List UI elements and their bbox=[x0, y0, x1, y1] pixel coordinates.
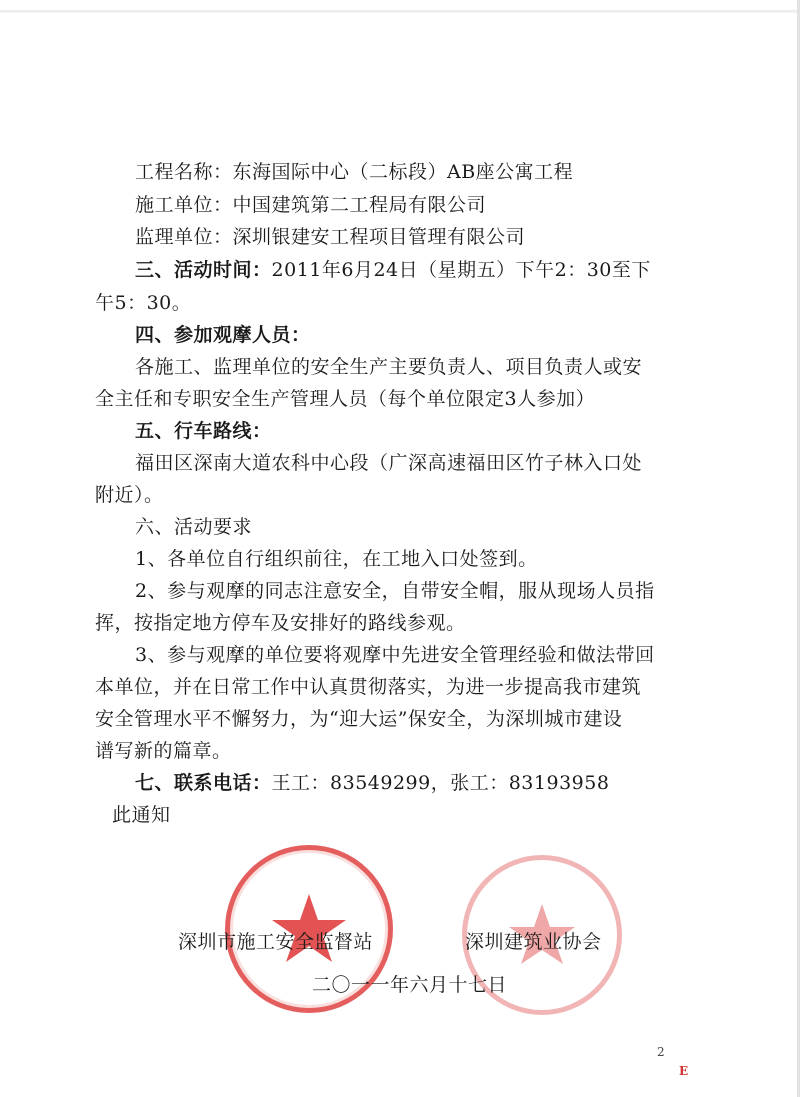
signature-right: 深圳建筑业协会 bbox=[465, 931, 602, 953]
participants-text-1: 各施工、监理单位的安全生产主要负责人、项目负责人或安 bbox=[135, 356, 643, 378]
participants-heading: 四、参加观摩人员： bbox=[135, 324, 311, 346]
activity-time-text: 2011年6月24日（星期五）下午2：30至下 bbox=[271, 259, 651, 281]
requirement-item-3-line-2: 本单位，并在日常工作中认真贯彻落实，为进一步提高我市建筑 bbox=[95, 676, 642, 698]
contact-text: 王工：83549299，张工：83193958 bbox=[271, 772, 610, 794]
requirement-item-3-line-4: 谱写新的篇章。 bbox=[95, 740, 232, 762]
requirement-item-2-line-1: 2、参与观摩的同志注意安全，自带安全帽，服从现场人员指 bbox=[135, 580, 655, 602]
page-number: 2 bbox=[657, 1045, 665, 1059]
requirement-item-1: 1、各单位自行组织前往，在工地入口处签到。 bbox=[135, 548, 538, 570]
supervision-unit-line: 监理单位：深圳银建安工程项目管理有限公司 bbox=[135, 226, 526, 248]
scan-border-top bbox=[0, 10, 800, 13]
closing-text: 此通知 bbox=[112, 804, 171, 826]
project-name-line: 工程名称：东海国际中心（二标段）AB座公寓工程 bbox=[135, 161, 574, 183]
route-text-1: 福田区深南大道农科中心段（广深高速福田区竹子林入口处 bbox=[135, 452, 643, 474]
corner-mark: E bbox=[679, 1064, 689, 1078]
route-heading: 五、行车路线： bbox=[135, 420, 272, 442]
document-date: 二〇一一年六月十七日 bbox=[312, 974, 508, 996]
activity-time-continuation: 午5：30。 bbox=[95, 292, 192, 314]
requirements-heading: 六、活动要求 bbox=[135, 516, 253, 538]
signature-left: 深圳市施工安全监督站 bbox=[178, 931, 374, 953]
contact-line bbox=[135, 768, 609, 795]
requirement-item-3-line-3: 安全管理水平不懈努力，为“迎大运”保安全，为深圳城市建设 bbox=[95, 708, 623, 730]
route-text-2: 附近）。 bbox=[95, 484, 164, 506]
contact-heading: 七、联系电话： bbox=[135, 772, 272, 794]
requirement-item-2-line-2: 挥，按指定地方停车及安排好的路线参观。 bbox=[95, 612, 466, 634]
activity-time-line bbox=[135, 255, 651, 282]
activity-time-heading: 三、活动时间： bbox=[135, 259, 272, 281]
participants-text-2: 全主任和专职安全生产管理人员（每个单位限定3人参加） bbox=[95, 388, 596, 410]
construction-unit-line: 施工单位：中国建筑第二工程局有限公司 bbox=[135, 194, 487, 216]
requirement-item-3-line-1: 3、参与观摩的单位要将观摩中先进安全管理经验和做法带回 bbox=[135, 644, 655, 666]
